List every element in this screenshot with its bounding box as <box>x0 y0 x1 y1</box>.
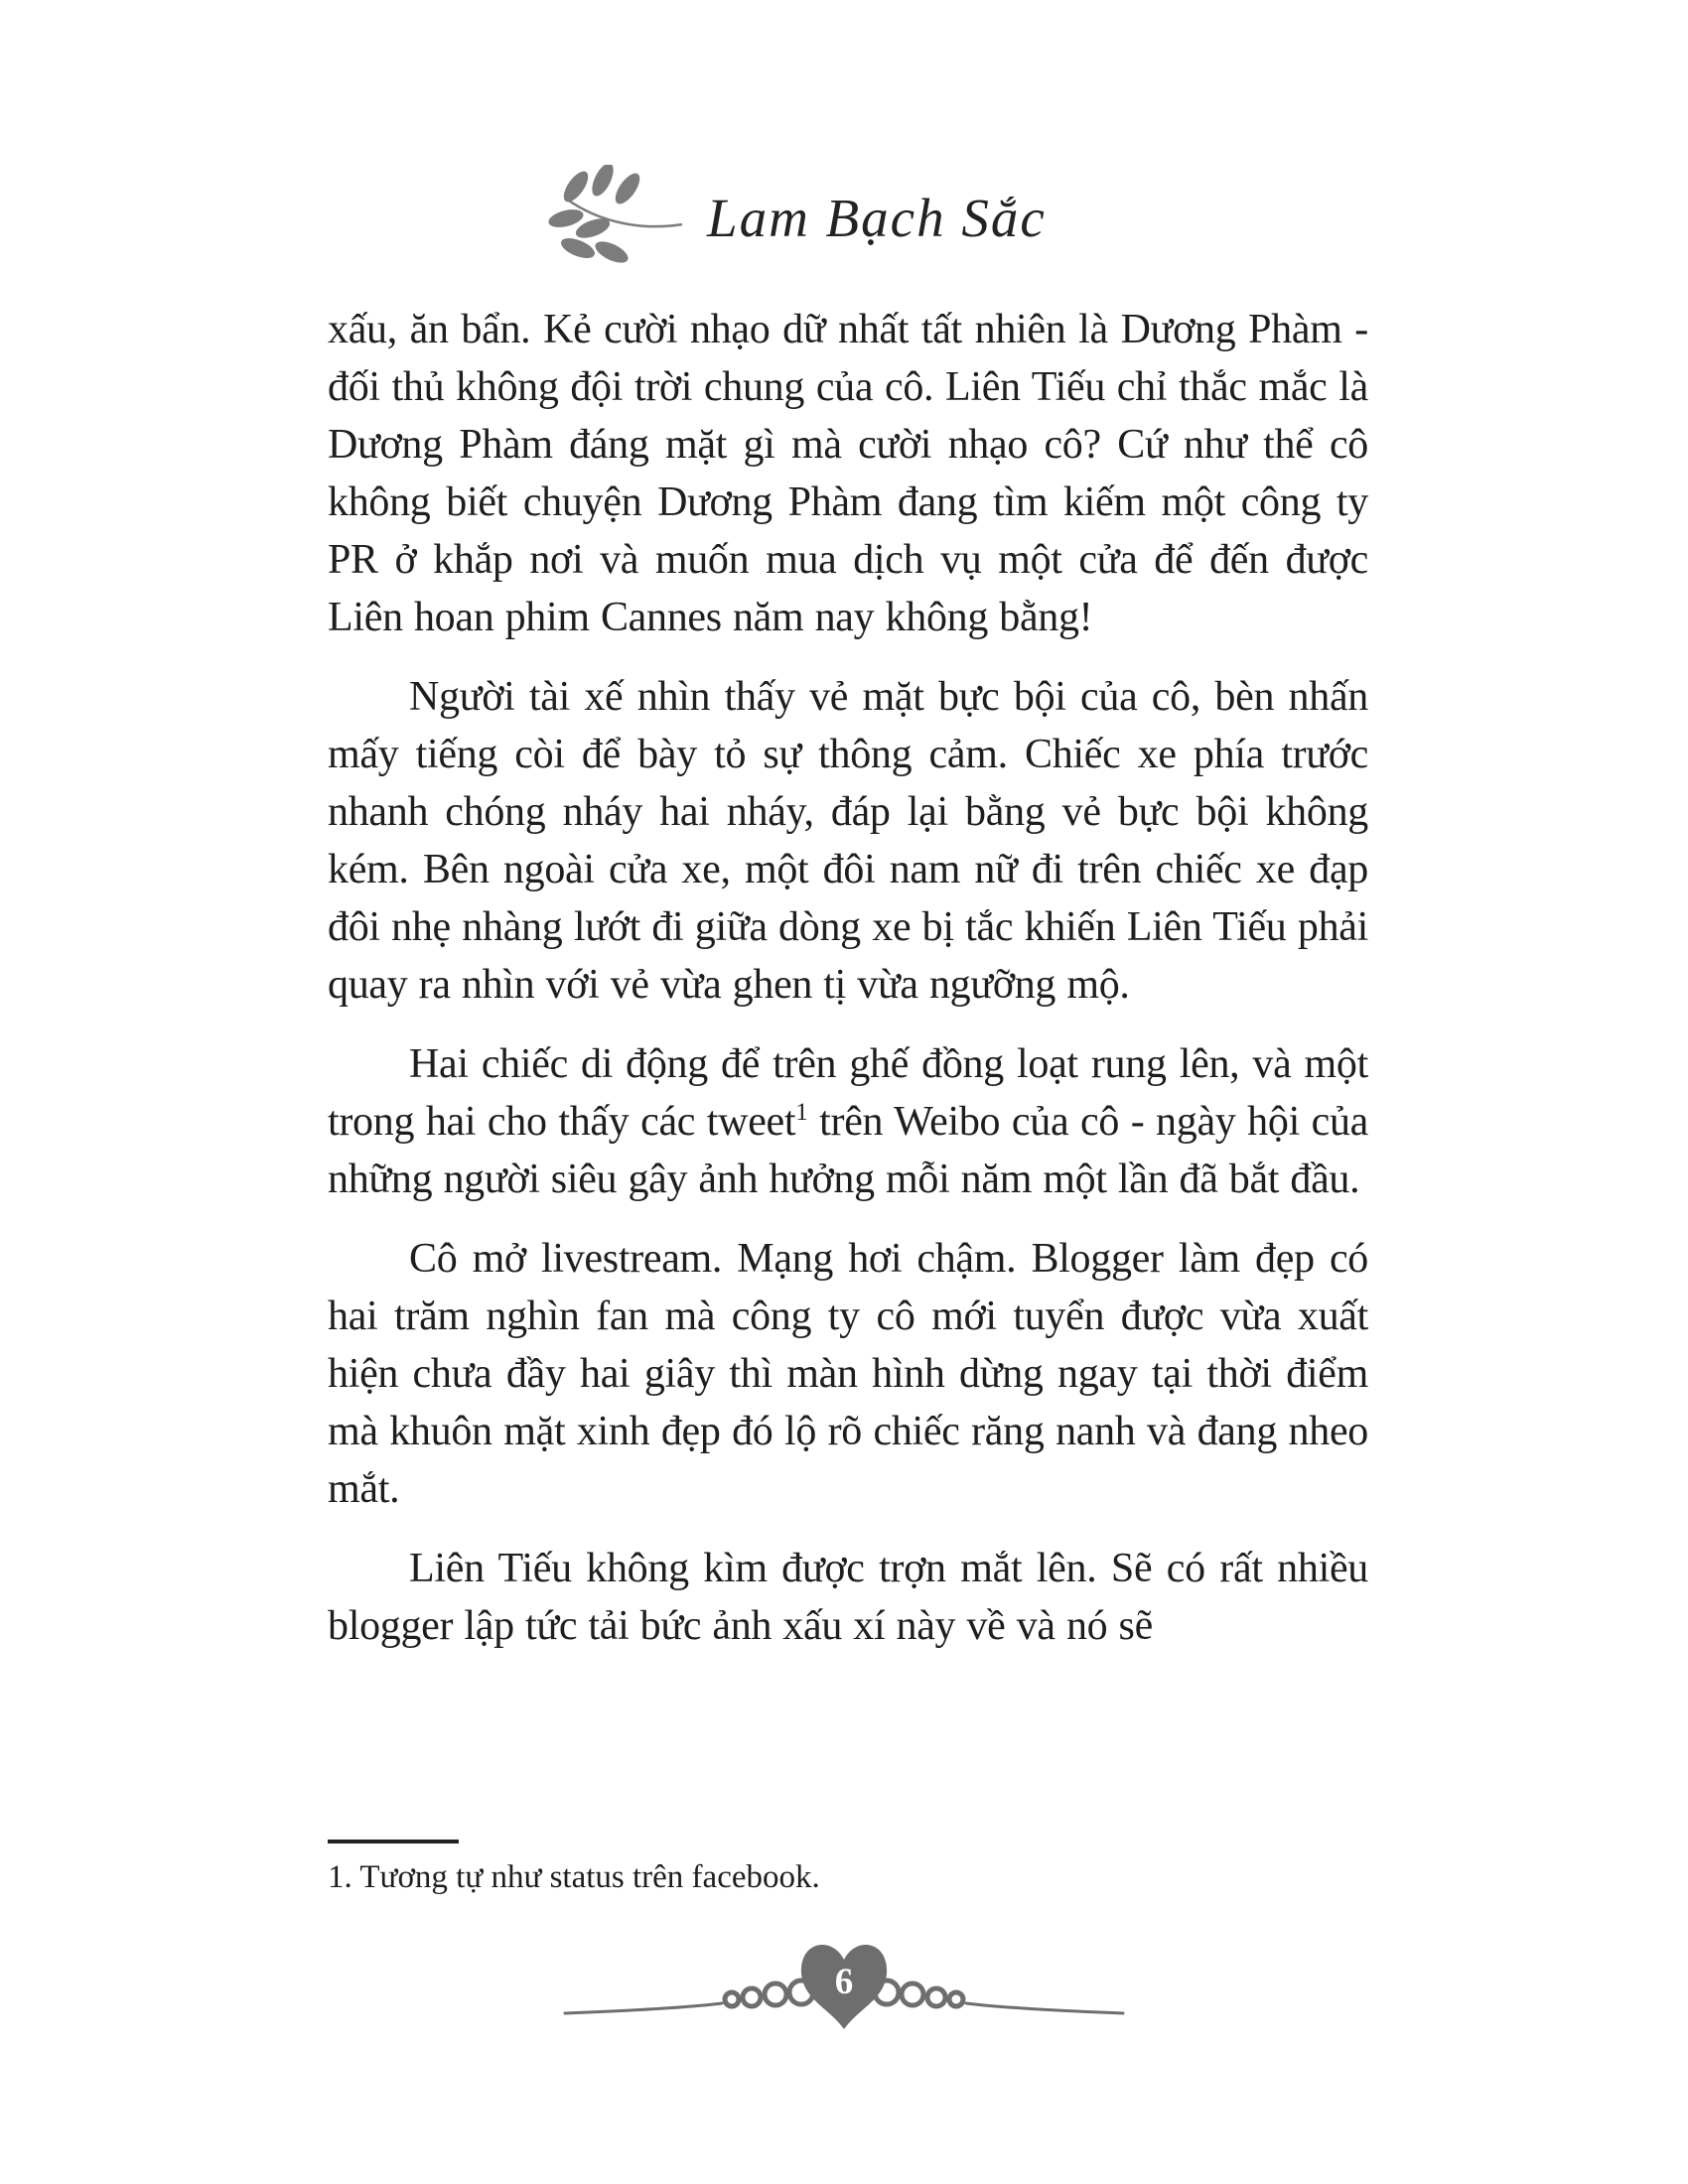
footnote-text: 1. Tương tự như status trên facebook. <box>328 1859 820 1895</box>
page-number: 6 <box>834 1962 854 2002</box>
page-header <box>0 0 1688 288</box>
paragraph: Người tài xế nhìn thấy vẻ mặt bực bội của cô, bèn nhấn mấy tiếng còi để bày tỏ sự thông cảm. Chiếc xe phía trước nhanh chóng nháy hai nháy, đáp lại bằng vẻ bực bội không kém. Bên ngoài cửa xe, một đôi nam nữ đi trên chiếc xe đạp đôi nhẹ nhàng lướt đi giữa dòng xe bị tắc khiến Liên Tiếu phải quay ra nhìn với vẻ vừa ghen tị vừa ngưỡng mộ. <box>328 674 1368 1008</box>
paragraph <box>328 1035 1368 1208</box>
footnote-marker: 1 <box>795 1099 808 1126</box>
leaf-branch-icon <box>546 165 685 268</box>
paragraph-text: Hai chiếc di động để trên ghế đồng loạt rung lên, và một trong hai cho thấy các tweet <box>328 1041 1368 1145</box>
paragraph-text: trên Weibo của cô - ngày hội của những người siêu gây ảnh hưởng mỗi năm một lần đã bắt đầu. <box>328 1099 1368 1202</box>
paragraph: Liên Tiếu không kìm được trợn mắt lên. Sẽ có rất nhiều blogger lập tức tải bức ảnh xấu xí này về và nó sẽ <box>328 1546 1368 1649</box>
body-text <box>328 301 1368 1677</box>
heart-squiggle-icon <box>561 1934 1127 2039</box>
footnote-rule <box>328 1840 459 1843</box>
author-name: Lam Bạch Sắc <box>707 188 1047 248</box>
paragraph: xấu, ăn bẩn. Kẻ cười nhạo dữ nhất tất nhiên là Dương Phàm - đối thủ không đội trời chung của cô. Liên Tiếu chỉ thắc mắc là Dương Phàm đáng mặt gì mà cười nhạo cô? Cứ như thể cô không biết chuyện Dương Phàm đang tìm kiếm một công ty PR ở khắp nơi và muốn mua dịch vụ một cửa để đến được Liên hoan phim Cannes năm nay không bằng! <box>328 307 1368 640</box>
paragraph: Cô mở livestream. Mạng hơi chậm. Blogger làm đẹp có hai trăm nghìn fan mà công ty cô mới tuyển được vừa xuất hiện chưa đầy hai giây thì màn hình dừng ngay tại thời điểm mà khuôn mặt xinh đẹp đó lộ rõ chiếc răng nanh và đang nheo mắt. <box>328 1236 1368 1512</box>
page-footer-ornament <box>561 1934 1127 2044</box>
footnote-area <box>328 1840 1368 1897</box>
